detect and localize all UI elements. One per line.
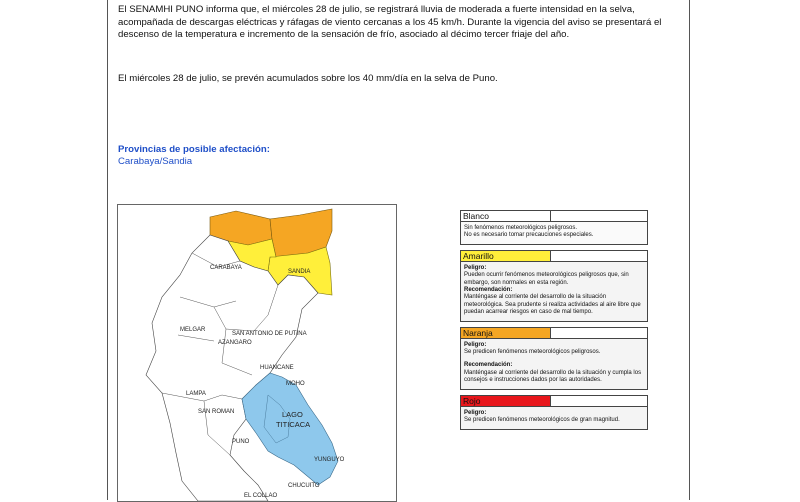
map-label-azangaro: AZANGARO [218, 340, 252, 346]
alert-legend [460, 210, 648, 430]
map-label-san-antonio: SAN ANTONIO DE PUTINA [232, 331, 307, 337]
warning-paragraph: El SENAMHI PUNO informa que, el miércoles 28 de julio, se registrará lluvia de moderada a fuerte intensidad en la selva, acompañada de descargas eléctricas y ráfagas de viento cercanas a los 45 km/h. Durante la vigencia del aviso se presentará el descenso de la temperatura e incremento de la sensación de frío, asociado al décimo tercer friaje del año. [118, 4, 662, 41]
legend-naranja-rec-title: Recomendación: [464, 362, 513, 369]
provinces-list: Carabaya/Sandia [118, 156, 193, 167]
legend-blanco-header [460, 210, 648, 222]
legend-amarillo-rec-title: Recomendación: [464, 287, 513, 294]
legend-naranja-body [460, 339, 648, 390]
map-label-lake-1: LAGO [282, 410, 303, 419]
lake-titicaca [242, 373, 338, 485]
legend-rojo-peligro-text: Se predicen fenómenos meteorológicos de gran magnitud. [464, 417, 620, 424]
map-label-el-collao: EL COLLAO [244, 493, 278, 499]
legend-naranja-header [460, 327, 648, 339]
map-label-moho: MOHO [286, 381, 305, 387]
map-label-san-roman: SAN ROMAN [198, 409, 235, 415]
legend-rojo-label: Rojo [461, 396, 551, 406]
map-label-sandia: SANDIA [288, 269, 311, 275]
accumulation-paragraph: El miércoles 28 de julio, se prevén acumulados sobre los 40 mm/día en la selva de Puno. [118, 73, 498, 84]
map-label-huancane: HUANCANE [260, 365, 294, 371]
map-label-lake-2: TITICACA [276, 420, 311, 429]
map-label-melgar: MELGAR [180, 327, 206, 333]
legend-rojo-peligro-title: Peligro: [464, 409, 487, 416]
legend-amarillo-rec-text: Manténgase al corriente del desarrollo de la situación meteorológica. Sea prudente si realiza actividades al aire libre que puedan acarrear riesgos en caso de mal tiempo. [464, 294, 641, 316]
map-label-yunguyo: YUNGUYO [314, 457, 345, 463]
legend-rojo-body [460, 407, 648, 430]
map-label-lampa: LAMPA [186, 391, 206, 397]
puno-region-map [117, 204, 397, 502]
map-svg [118, 205, 396, 501]
legend-amarillo-peligro-text: Pueden ocurrir fenómenos meteorológicos peligrosos que, sin embargo, son normales en esta región. [464, 272, 629, 286]
map-label-carabaya: CARABAYA [210, 265, 242, 271]
legend-naranja-peligro-title: Peligro: [464, 341, 487, 348]
legend-blanco-line-2: No es necesario tomar precauciones especiales. [464, 232, 594, 239]
legend-blanco-label: Blanco [461, 211, 551, 221]
legend-amarillo-label: Amarillo [461, 251, 551, 261]
legend-rojo-header [460, 395, 648, 407]
legend-amarillo-header [460, 250, 648, 262]
provinces-title: Provincias de posible afectación: [118, 144, 270, 155]
legend-naranja-label: Naranja [461, 328, 551, 338]
legend-naranja-peligro-text: Se predicen fenómenos meteorológicos peligrosos. [464, 349, 601, 356]
legend-amarillo-peligro-title: Peligro: [464, 264, 487, 271]
legend-amarillo-body [460, 262, 648, 322]
map-label-chucuito: CHUCUITO [288, 483, 320, 489]
legend-blanco-line-1: Sin fenómenos meteorológicos peligrosos. [464, 225, 578, 231]
legend-naranja-rec-text: Manténgase al corriente del desarrollo de la situación y cumpla los consejos e instrucciones dados por las autoridades. [464, 369, 642, 384]
map-label-puno: PUNO [232, 439, 250, 445]
legend-blanco-body [460, 222, 648, 245]
